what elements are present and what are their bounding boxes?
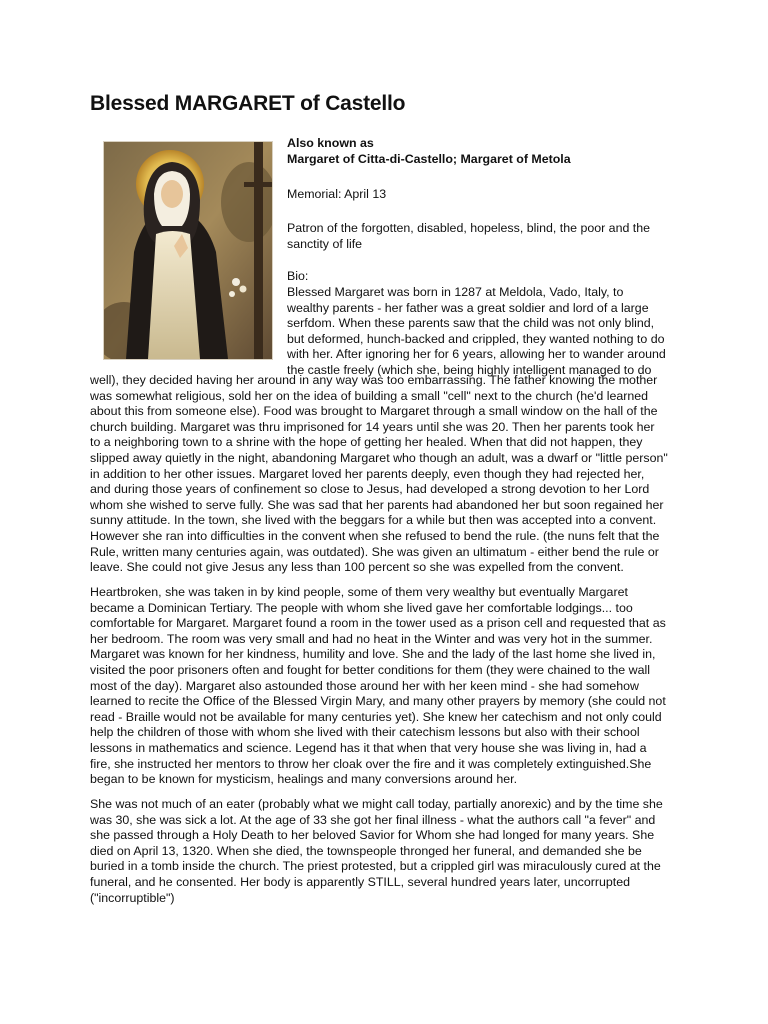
text-line: Heartbroken, she was taken in by kind people, some of them very wealthy but eventually Margaret: [90, 585, 628, 599]
text-line: serfdom. When these parents saw that the child was not only blind,: [287, 316, 655, 331]
text-line: with her. After ignoring her for 6 years, allowing her to wander around: [287, 347, 666, 362]
text-line: leave. She could not give Jesus any less than 100 percent so she was expelled from the convent.: [90, 560, 624, 575]
text-line: slipped away quietly in the night, abandoning Margaret who though an adult, was a dwarf or "little person": [90, 450, 668, 465]
saint-portrait-image: [103, 141, 273, 360]
text-line: she passed through a Holy Death to her beloved Savior for Whom she had longed for many years. She: [90, 828, 655, 843]
also-known-as-names: Margaret of Citta-di-Castello; Margaret of Metola: [287, 152, 571, 166]
also-known-as-heading: Also known as: [287, 136, 374, 150]
text-line: fire, she instructed her mentors to throw her cloak over the fire and it was completely extinguished.She: [90, 756, 652, 771]
text-line: but deformed, hunch-backed and crippled, they wanted nothing to do: [287, 331, 665, 346]
text-line: comfortable for Margaret. Margaret found a room in the tower used as a prison cell and requested that as: [90, 616, 666, 631]
text-line: Margaret was known for her kindness, humility and love. She and the lady of the last home she lived in,: [90, 647, 656, 662]
text-line: was 30, she was sick a lot. At the age of 33 she got her final illness - what the authors call "a fever" and: [90, 812, 656, 827]
text-line: She was not much of an eater (probably what we might call today, partially anorexic) and by the time she: [90, 797, 663, 811]
bio-side-paragraph: [287, 285, 687, 379]
text-line: whom she wished to serve fully. She was sad that her parents had abandoned her but soon regained her: [90, 497, 664, 512]
bio-paragraph-continued: [90, 373, 690, 576]
text-line: Blessed Margaret was born in 1287 at Meldola, Vado, Italy, to: [287, 285, 624, 299]
patron-text: Patron of the forgotten, disabled, hopeless, blind, the poor and the sanctity of life: [287, 221, 651, 251]
page-title: Blessed MARGARET of Castello: [90, 92, 406, 115]
text-line: the castle freely (which she, being highly intelligent managed to do: [287, 362, 652, 377]
text-line: help the children of those with whom she lived with their catechism lessons but also with their school: [90, 725, 640, 740]
text-line: was somewhat religious, sold her on the idea of building a small "cell" next to the church (he'd learned: [90, 388, 649, 403]
text-line: read - Braille would not be available for many centuries yet). She knew her catechism and not only could: [90, 709, 662, 724]
text-line: began to be known for mysticism, healings and many conversions around her.: [90, 772, 518, 787]
text-line: well), they decided having her around in any way was too embarrassing. The father knowing the mother: [90, 373, 658, 387]
text-line: Rule, written many centuries again, was outdated). She was given an ultimatum - either bend the rule or: [90, 544, 659, 559]
paragraph-death: [90, 797, 690, 906]
paragraph-heartbroken: [90, 585, 690, 788]
text-line: became a Dominican Tertiary. The people with whom she lived gave her comfortable lodgings... too: [90, 600, 633, 615]
text-line: and during those years of confinement so close to Jesus, had developed a strong devotion to her Lord: [90, 482, 650, 497]
text-line: died on April 13, 1320. When she died, the townspeople thronged her funeral, and demanded she be: [90, 843, 642, 858]
text-line: ("incorruptible"): [90, 890, 175, 905]
text-line: sunny attitude. In the town, she lived with the beggars for a while but then was accepted into a convent.: [90, 513, 657, 528]
text-line: about this from someone else). Food was brought to Margaret through a small window on the hall of the: [90, 404, 658, 419]
text-line: learned to recite the Office of the Blessed Virgin Mary, and many other prayers by memory (she could not: [90, 694, 666, 709]
text-line: in addition to her other issues. Margaret loved her parents deeply, even though they had rejected her,: [90, 466, 645, 481]
text-line: most of the day). Margaret also astounded those around her with her keen mind - she had somehow: [90, 678, 639, 693]
memorial-date: Memorial: April 13: [287, 187, 387, 201]
text-line: church building. Margaret was thru imprisoned for 14 years until she was 20. Then her parents took her: [90, 419, 655, 434]
text-line: funeral, and he consented. Her body is apparently STILL, several hundred years later, uncorrupted: [90, 874, 631, 889]
text-line: lessons in mathematics and science. Legend has it that when that very house she was living in, had a: [90, 740, 647, 755]
text-line: visited the poor prisoners often and fought for better conditions for them (they were chained to the wall: [90, 662, 650, 677]
text-line: However she ran into difficulties in the convent when she refused to bend the rule. (the nuns felt that the: [90, 528, 660, 543]
text-line: to a neighboring town to a shrine with the hope of getting her healed. When that did not happen, they: [90, 435, 643, 450]
text-line: wealthy parents - her father was a great soldier and lord of a large: [287, 300, 649, 315]
text-line: her bedroom. The room was very small and had no heat in the Winter and was very hot in the summer.: [90, 631, 653, 646]
bio-label: Bio:: [287, 269, 309, 283]
text-line: buried in a tomb inside the church. The priest protested, but a crippled girl was miraculously cured at the: [90, 859, 661, 874]
